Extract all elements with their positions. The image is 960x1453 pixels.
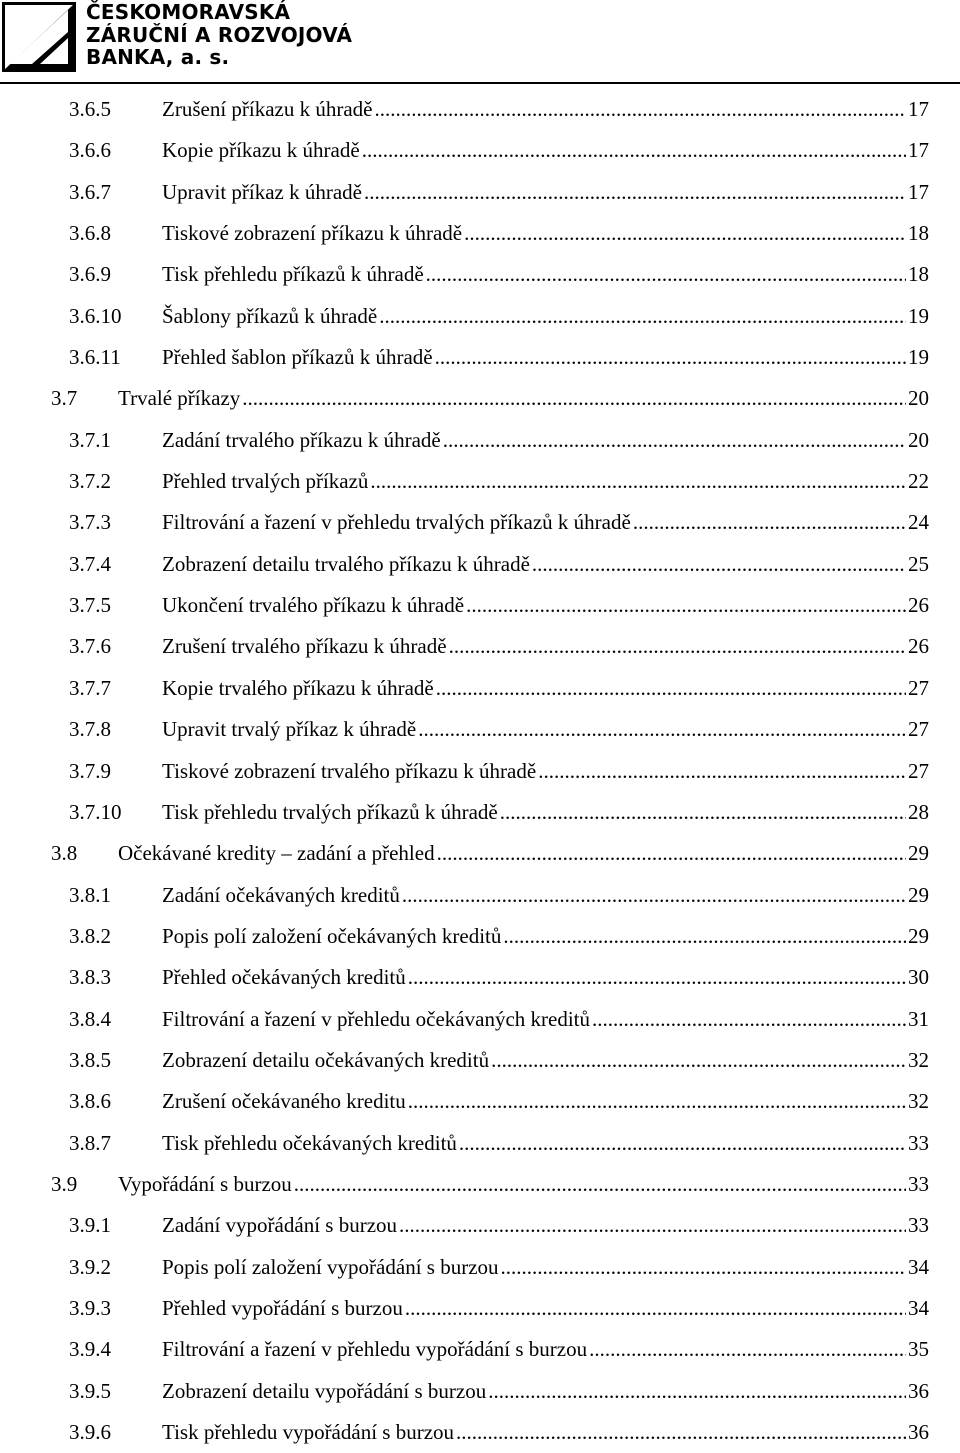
toc-entry[interactable] — [0, 1412, 960, 1453]
toc-entry-title: Zadání očekávaných kreditů — [162, 882, 400, 907]
toc-dot-leader — [443, 428, 906, 453]
toc-entry-number: 3.8.4 — [69, 1006, 111, 1031]
bank-name-line-1: ČESKOMORAVSKÁ — [86, 0, 291, 24]
toc-entry-number: 3.6.11 — [69, 345, 121, 370]
toc-entry-page-number: 30 — [908, 965, 929, 990]
toc-entry-title: Zrušení příkazu k úhradě — [162, 97, 373, 121]
toc-entry-number: 3.8.7 — [69, 1130, 111, 1155]
toc-entry-number: 3.9.2 — [69, 1254, 111, 1279]
toc-entry[interactable] — [0, 585, 960, 626]
toc-entry-number: 3.8 — [51, 841, 78, 866]
toc-entry-title: Trvalé příkazy — [118, 386, 241, 411]
toc-entry-number: 3.7 — [51, 386, 78, 411]
toc-entry-title: Filtrování a řazení v přehledu očekávaných kreditů — [162, 1006, 590, 1031]
toc-dot-leader — [294, 1172, 906, 1197]
toc-entry[interactable] — [0, 254, 960, 295]
toc-entry[interactable] — [0, 1247, 960, 1288]
toc-entry-page-number: 34 — [908, 1295, 929, 1320]
toc-entry-page-number: 22 — [908, 469, 929, 494]
toc-dot-leader — [592, 1007, 906, 1032]
toc-entry-title: Zobrazení detailu trvalého příkazu k úhradě — [162, 551, 530, 576]
toc-entry-title: Popis polí založení očekávaných kreditů — [162, 923, 502, 948]
toc-dot-leader — [466, 593, 906, 618]
toc-entry-title: Tiskové zobrazení trvalého příkazu k úhradě — [162, 758, 537, 783]
toc-entry-page-number: 20 — [908, 386, 929, 411]
toc-entry[interactable] — [0, 172, 960, 213]
toc-entry-line — [162, 345, 929, 370]
toc-entry-page-number: 29 — [908, 882, 929, 907]
toc-entry-line — [162, 97, 929, 122]
toc-entry-number: 3.6.6 — [69, 138, 111, 163]
toc-entry[interactable] — [0, 89, 960, 130]
toc-entry-title: Popis polí založení vypořádání s burzou — [162, 1254, 499, 1279]
toc-entry-title: Očekávané kredity – zadání a přehled — [118, 841, 435, 866]
toc-entry-number: 3.8.6 — [69, 1089, 111, 1114]
toc-entry-page-number: 26 — [908, 593, 929, 618]
toc-entry-line — [162, 1048, 929, 1073]
toc-entry-number: 3.7.6 — [69, 634, 111, 659]
toc-dot-leader — [435, 345, 906, 370]
toc-entry-title: Tisk přehledu trvalých příkazů k úhradě — [162, 799, 498, 824]
toc-entry-page-number: 19 — [908, 345, 929, 370]
toc-entry[interactable] — [0, 709, 960, 750]
toc-entry-line — [162, 759, 929, 784]
toc-entry-page-number: 33 — [908, 1171, 929, 1196]
toc-entry-number: 3.6.9 — [69, 262, 111, 287]
toc-entry-page-number: 29 — [908, 841, 929, 866]
toc-dot-leader — [408, 965, 906, 990]
toc-entry-title: Vypořádání s burzou — [118, 1171, 292, 1196]
toc-dot-leader — [437, 841, 906, 866]
toc-entry-line — [162, 1213, 929, 1238]
toc-entry-page-number: 18 — [908, 221, 929, 246]
toc-entry[interactable] — [0, 130, 960, 171]
toc-dot-leader — [364, 180, 906, 205]
toc-entry[interactable] — [0, 420, 960, 461]
toc-dot-leader — [532, 552, 906, 577]
toc-entry-line — [162, 180, 929, 205]
toc-entry[interactable] — [0, 296, 960, 337]
toc-entry-number: 3.7.8 — [69, 717, 111, 742]
toc-entry-page-number: 27 — [908, 717, 929, 742]
toc-entry-page-number: 33 — [908, 1130, 929, 1155]
toc-entry-page-number: 17 — [908, 179, 929, 204]
toc-entry-title: Tiskové zobrazení příkazu k úhradě — [162, 221, 463, 246]
toc-entry-number: 3.7.10 — [69, 799, 122, 824]
toc-dot-leader — [500, 800, 906, 825]
toc-entry-line — [162, 965, 929, 990]
toc-dot-leader — [375, 97, 906, 122]
toc-dot-leader — [459, 1131, 906, 1156]
toc-entry-line — [162, 676, 929, 701]
toc-entry[interactable] — [0, 1329, 960, 1370]
toc-entry-title: Tisk přehledu vypořádání s burzou — [162, 1420, 455, 1444]
toc-dot-leader — [370, 469, 906, 494]
toc-entry-page-number: 33 — [908, 1213, 929, 1238]
toc-entry-number: 3.9.3 — [69, 1295, 111, 1320]
toc-entry-number: 3.9.6 — [69, 1420, 111, 1444]
toc-entry-page-number: 27 — [908, 758, 929, 783]
toc-entry-title: Zobrazení detailu očekávaných kreditů — [162, 1047, 490, 1072]
toc-entry-number: 3.6.8 — [69, 221, 111, 246]
toc-entry-page-number: 29 — [908, 923, 929, 948]
toc-entry-number: 3.8.1 — [69, 882, 111, 907]
toc-entry[interactable] — [0, 1164, 960, 1205]
toc-entry-line — [162, 1379, 929, 1404]
toc-entry-line — [162, 1420, 929, 1445]
toc-entry-line — [162, 510, 929, 535]
toc-entry[interactable] — [0, 213, 960, 254]
toc-entry-line — [118, 841, 929, 866]
toc-entry-number: 3.8.2 — [69, 923, 111, 948]
toc-entry[interactable] — [0, 833, 960, 874]
toc-entry-line — [162, 1007, 929, 1032]
toc-entry-page-number: 32 — [908, 1089, 929, 1114]
toc-entry[interactable] — [0, 1081, 960, 1122]
toc-entry-page-number: 19 — [908, 303, 929, 328]
bank-name — [86, 1, 352, 69]
toc-entry-title: Filtrování a řazení v přehledu vypořádání s burzou — [162, 1337, 588, 1362]
toc-entry-line — [162, 428, 929, 453]
toc-entry-page-number: 26 — [908, 634, 929, 659]
toc-entry-title: Filtrování a řazení v přehledu trvalých příkazů k úhradě — [162, 510, 631, 535]
toc-entry-title: Kopie trvalého příkazu k úhradě — [162, 675, 434, 700]
toc-entry[interactable] — [0, 999, 960, 1040]
toc-entry-page-number: 34 — [908, 1254, 929, 1279]
toc-entry-page-number: 25 — [908, 551, 929, 576]
toc-dot-leader — [456, 1420, 906, 1445]
toc-entry-number: 3.8.3 — [69, 965, 111, 990]
toc-entry[interactable] — [0, 1123, 960, 1164]
toc-entry-title: Přehled šablon příkazů k úhradě — [162, 345, 433, 370]
toc-entry-number: 3.7.3 — [69, 510, 111, 535]
toc-entry[interactable] — [0, 461, 960, 502]
toc-entry[interactable] — [0, 337, 960, 378]
toc-dot-leader — [362, 138, 906, 163]
toc-entry-number: 3.9.1 — [69, 1213, 111, 1238]
bank-logo-icon — [2, 2, 76, 72]
toc-entry-number: 3.6.10 — [69, 303, 122, 328]
toc-entry-page-number: 17 — [908, 138, 929, 163]
toc-dot-leader — [418, 717, 906, 742]
toc-dot-leader — [405, 1296, 906, 1321]
toc-entry-number: 3.7.1 — [69, 427, 111, 452]
toc-entry-page-number: 17 — [908, 97, 929, 121]
toc-dot-leader — [449, 634, 906, 659]
toc-entry-line — [162, 1337, 929, 1362]
toc-entry-line — [118, 1172, 929, 1197]
toc-entry-number: 3.6.5 — [69, 97, 111, 121]
toc-entry-page-number: 31 — [908, 1006, 929, 1031]
toc-entry[interactable] — [0, 378, 960, 419]
toc-dot-leader — [408, 1089, 906, 1114]
toc-entry-line — [162, 138, 929, 163]
toc-entry-title: Šablony příkazů k úhradě — [162, 303, 378, 328]
toc-dot-leader — [633, 510, 906, 535]
bank-name-line-2: ZÁRUČNÍ A ROZVOJOVÁ — [86, 22, 353, 47]
toc-entry-title: Zrušení očekávaného kreditu — [162, 1089, 406, 1114]
toc-entry-page-number: 24 — [908, 510, 929, 535]
toc-entry-page-number: 18 — [908, 262, 929, 287]
toc-entry-line — [162, 634, 929, 659]
toc-entry[interactable] — [0, 668, 960, 709]
toc-entry-line — [162, 262, 929, 287]
toc-dot-leader — [426, 262, 906, 287]
toc-entry-number: 3.7.9 — [69, 758, 111, 783]
toc-entry-line — [162, 717, 929, 742]
toc-dot-leader — [379, 304, 906, 329]
toc-entry[interactable] — [0, 792, 960, 833]
toc-entry-line — [162, 593, 929, 618]
toc-dot-leader — [464, 221, 906, 246]
toc-entry-page-number: 36 — [908, 1420, 929, 1444]
toc-entry-title: Tisk přehledu očekávaných kreditů — [162, 1130, 457, 1155]
toc-entry-line — [162, 552, 929, 577]
toc-entry-line — [162, 1296, 929, 1321]
toc-entry-number: 3.7.4 — [69, 551, 111, 576]
toc-dot-leader — [589, 1337, 906, 1362]
toc-entry-number: 3.9.4 — [69, 1337, 111, 1362]
page-header — [0, 0, 960, 84]
toc-dot-leader — [399, 1213, 906, 1238]
toc-entry-page-number: 35 — [908, 1337, 929, 1362]
toc-entry[interactable] — [0, 502, 960, 543]
toc-dot-leader — [488, 1379, 906, 1404]
toc-entry[interactable] — [0, 1205, 960, 1246]
toc-entry[interactable] — [0, 875, 960, 916]
toc-entry-title: Zrušení trvalého příkazu k úhradě — [162, 634, 447, 659]
toc-dot-leader — [242, 386, 906, 411]
toc-entry-line — [118, 386, 929, 411]
toc-entry-page-number: 36 — [908, 1378, 929, 1403]
bank-name-line-3: BANKA, a. s. — [86, 45, 230, 69]
toc-entry-page-number: 28 — [908, 799, 929, 824]
toc-entry-page-number: 27 — [908, 675, 929, 700]
toc-entry-page-number: 32 — [908, 1047, 929, 1072]
toc-entry-number: 3.8.5 — [69, 1047, 111, 1072]
toc-entry-number: 3.7.7 — [69, 675, 111, 700]
toc-entry-number: 3.9 — [51, 1171, 78, 1196]
toc-entry-title: Zadání vypořádání s burzou — [162, 1213, 398, 1238]
toc-entry-line — [162, 1089, 929, 1114]
toc-entry-line — [162, 1255, 929, 1280]
toc-entry-title: Přehled trvalých příkazů — [162, 469, 369, 494]
toc-entry-number: 3.7.5 — [69, 593, 111, 618]
toc-dot-leader — [402, 883, 906, 908]
toc-entry-title: Kopie příkazu k úhradě — [162, 138, 360, 163]
toc-entry-line — [162, 1131, 929, 1156]
toc-entry[interactable] — [0, 916, 960, 957]
toc-entry[interactable] — [0, 1040, 960, 1081]
header-divider — [0, 82, 960, 84]
toc-entry-page-number: 20 — [908, 427, 929, 452]
toc-entry-line — [162, 800, 929, 825]
toc-entry[interactable] — [0, 957, 960, 998]
toc-entry-title: Zobrazení detailu vypořádání s burzou — [162, 1378, 487, 1403]
toc-dot-leader — [538, 759, 906, 784]
toc-entry-line — [162, 304, 929, 329]
toc-entry-line — [162, 469, 929, 494]
toc-entry-title: Přehled vypořádání s burzou — [162, 1295, 403, 1320]
toc-dot-leader — [503, 924, 906, 949]
toc-entry[interactable] — [0, 1288, 960, 1329]
toc-entry-title: Upravit trvalý příkaz k úhradě — [162, 717, 417, 742]
toc-entry-line — [162, 883, 929, 908]
toc-entry-line — [162, 221, 929, 246]
toc-entry[interactable] — [0, 626, 960, 667]
table-of-contents — [0, 89, 960, 1453]
toc-dot-leader — [501, 1255, 906, 1280]
toc-entry-number: 3.6.7 — [69, 179, 111, 204]
toc-entry-number: 3.7.2 — [69, 469, 111, 494]
toc-dot-leader — [491, 1048, 906, 1073]
toc-entry-title: Tisk přehledu příkazů k úhradě — [162, 262, 424, 287]
toc-entry-line — [162, 924, 929, 949]
toc-entry[interactable] — [0, 1371, 960, 1412]
toc-entry-title: Přehled očekávaných kreditů — [162, 965, 406, 990]
toc-entry-number: 3.9.5 — [69, 1378, 111, 1403]
toc-entry-title: Upravit příkaz k úhradě — [162, 179, 363, 204]
toc-dot-leader — [436, 676, 906, 701]
toc-entry-title: Zadání trvalého příkazu k úhradě — [162, 427, 441, 452]
toc-entry[interactable] — [0, 544, 960, 585]
toc-entry[interactable] — [0, 751, 960, 792]
toc-entry-title: Ukončení trvalého příkazu k úhradě — [162, 593, 465, 618]
